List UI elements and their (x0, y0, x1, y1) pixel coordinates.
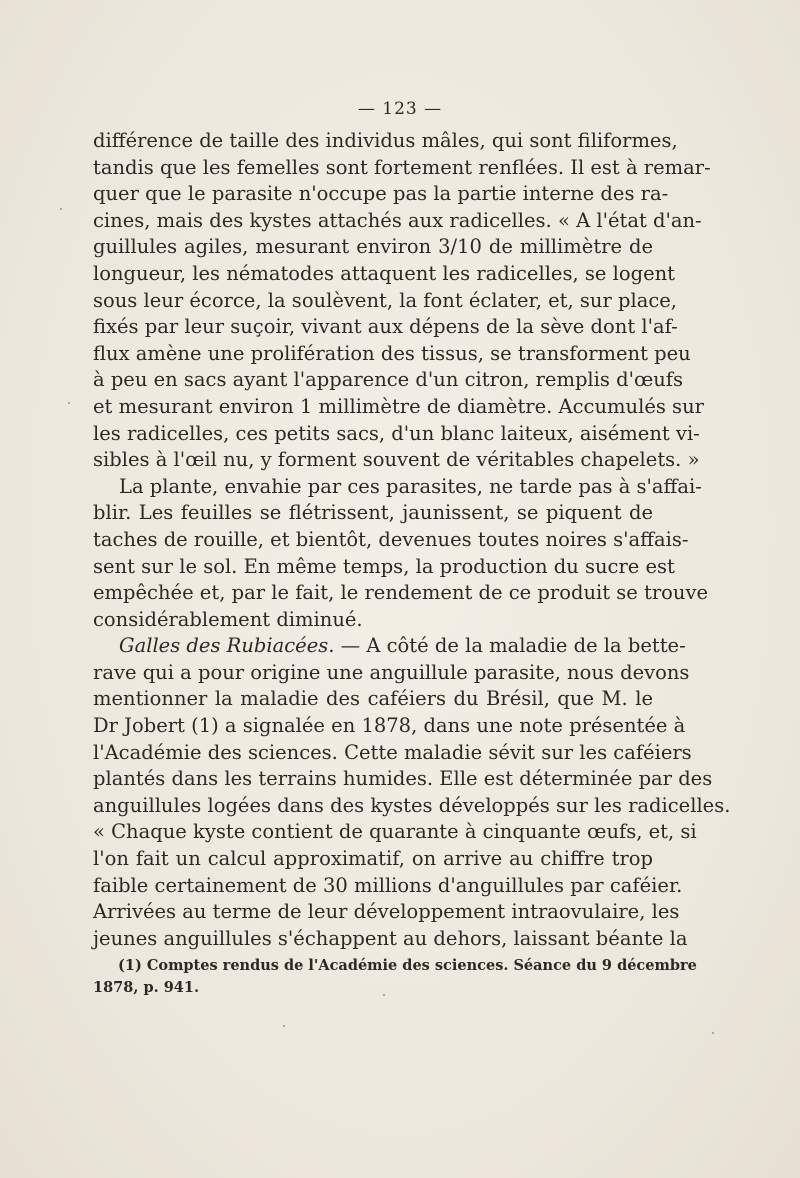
text-line: considérablement diminué. (93, 607, 363, 631)
section-heading: Galles des Rubiacées. (119, 634, 335, 658)
text-line: mentionner la maladie des caféiers du Brésil, que M. le (93, 687, 653, 711)
paragraph-1 (93, 128, 711, 474)
text-line (93, 633, 686, 660)
text-line: plantés dans les terrains humides. Elle est déterminée par des (93, 767, 713, 791)
paper-speck (60, 208, 62, 210)
text-line: longueur, les nématodes attaquent les radicelles, se logent (93, 261, 676, 285)
heading-continuation: — A côté de la maladie de la bette- (334, 634, 686, 658)
footnote (93, 955, 697, 999)
text-line: anguillules logées dans des kystes développés sur les radicelles. (93, 793, 731, 817)
text-line: l'Académie des sciences. Cette maladie sévit sur les caféiers (93, 740, 692, 764)
text-line: faible certainement de 30 millions d'anguillules par caféier. (93, 873, 683, 897)
text-line: blir. Les feuilles se flétrissent, jaunissent, se piquent de (93, 501, 653, 525)
text-line: différence de taille des individus mâles, qui sont filiformes, (93, 129, 678, 152)
text-line: « Chaque kyste contient de quarante à cinquante œufs, et, si (93, 820, 697, 844)
text-line: taches de rouille, et bientôt, devenues toutes noires s'affais- (93, 527, 689, 551)
text-line: à peu en sacs ayant l'apparence d'un citron, remplis d'œufs (93, 368, 684, 392)
paragraph-3 (93, 633, 731, 952)
paper-speck (283, 1025, 285, 1027)
text-line: tandis que les femelles sont fortement renflées. Il est à remar- (93, 155, 711, 179)
text-line: flux amène une prolifération des tissus, se transforment peu (93, 341, 691, 365)
text-line: rave qui a pour origine une anguillule parasite, nous devons (93, 660, 690, 684)
text-line: quer que le parasite n'occupe pas la partie interne des ra- (93, 182, 669, 206)
text-line: jeunes anguillules s'échappent au dehors, laissant béante la (93, 926, 688, 950)
text-line: La plante, envahie par ces parasites, ne tarde pas à s'affai- (119, 474, 702, 498)
paragraph-2 (93, 474, 709, 634)
page-number: — 123 — (357, 99, 443, 119)
text-line: les radicelles, ces petits sacs, d'un blanc laiteux, aisément vi- (93, 421, 700, 445)
body-text (93, 128, 731, 952)
text-line: guillules agiles, mesurant environ 3/10 de millimètre de (93, 235, 653, 259)
text-line: l'on fait un calcul approximatif, on arrive au chiffre trop (93, 847, 653, 871)
text-line: sibles à l'œil nu, y forment souvent de véritables chapelets. » (93, 448, 700, 472)
text-line: et mesurant environ 1 millimètre de diamètre. Accumulés sur (93, 394, 704, 418)
footnote-line: 1878, p. 941. (93, 979, 200, 996)
text-line: empêchée et, par le fait, le rendement de ce produit se trouve (93, 581, 709, 605)
text-line: fixés par leur suçoir, vivant aux dépens de la sève dont l'af- (93, 315, 678, 339)
paper-speck (383, 994, 385, 996)
text-line: Dr Jobert (1) a signalée en 1878, dans une note présentée à (93, 714, 686, 738)
footnote-line: (1) Comptes rendus de l'Académie des sciences. Séance du 9 décembre (118, 957, 697, 974)
text-line: sent sur le sol. En même temps, la production du sucre est (93, 554, 675, 578)
paper-speck (68, 402, 70, 404)
text-line: sous leur écorce, la soulèvent, la font éclater, et, sur place, (93, 288, 677, 312)
paper-speck (712, 1032, 714, 1034)
text-line: cines, mais des kystes attachés aux radicelles. « A l'état d'an- (93, 208, 702, 232)
text-line: Arrivées au terme de leur développement intraovulaire, les (93, 900, 680, 924)
